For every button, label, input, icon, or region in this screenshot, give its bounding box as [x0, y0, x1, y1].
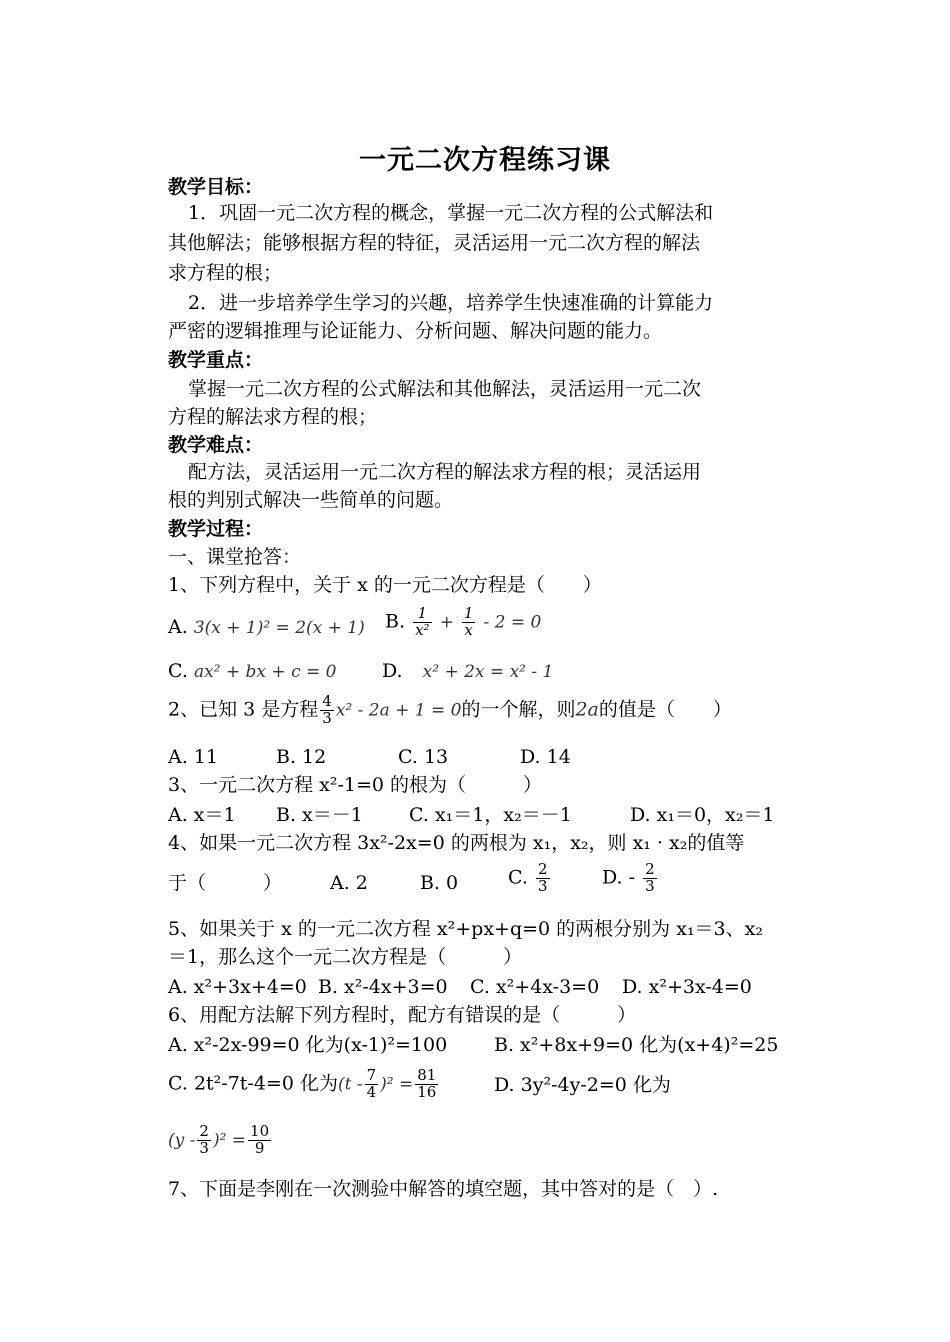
fraction-numerator: 1	[413, 606, 431, 623]
option-text: C. 2t²-7t-4=0 化为	[168, 1072, 338, 1095]
fraction-denominator: 3	[645, 876, 655, 895]
question-text: 的值是（ ）	[598, 698, 732, 721]
fraction-numerator: 2	[537, 860, 548, 878]
fraction	[413, 606, 431, 639]
question-6-option-d: D. 3y²-4y-2=0 化为	[494, 1074, 671, 1096]
question-3-option: D. x₁＝0，x₂＝1	[630, 804, 775, 826]
question-text: 2、已知 3 是方程	[168, 698, 319, 721]
equation: x² - 2a + 1 = 0	[335, 700, 462, 721]
objectives-line: 其他解法；能够根据方程的特征，灵活运用一元二次方程的解法	[168, 232, 701, 254]
question-3-option: A. x＝1	[168, 804, 236, 826]
fraction-denominator: 3	[537, 876, 548, 895]
option-label: D. -	[602, 866, 636, 889]
question-4-option-b: B. 0	[420, 872, 459, 894]
question-6-stem: 6、用配方法解下列方程时，配方有错误的是（ ）	[168, 1004, 637, 1026]
section-heading: 一、课堂抢答：	[168, 546, 302, 568]
question-5-option: D. x²+3x-4=0	[622, 976, 752, 998]
question-2-stem	[168, 694, 732, 727]
fraction-numerator: 81	[417, 1066, 437, 1084]
option-formula: 3(x + 1)² = 2(x + 1)	[193, 618, 365, 638]
question-2-option: B. 12	[276, 746, 327, 768]
question-2-option: C. 13	[398, 746, 449, 768]
option-formula: ax² + bx + c = 0	[193, 662, 337, 682]
plus-sign: +	[439, 612, 454, 633]
page-title: 一元二次方程练习课	[359, 145, 611, 176]
fraction-numerator: 2	[199, 1122, 209, 1140]
fraction-numerator: 2	[645, 860, 655, 878]
fraction-numerator: 10	[250, 1122, 270, 1140]
question-6-option-b: B. x²+8x+9=0 化为(x+4)²=25	[494, 1034, 779, 1056]
question-5-option: A. x²+3x+4=0	[168, 976, 307, 998]
fraction-numerator: 1	[463, 604, 474, 622]
fraction	[415, 1068, 438, 1101]
fraction	[365, 1068, 379, 1101]
fraction-denominator: x	[464, 620, 473, 639]
question-3-option: B. x＝－1	[276, 804, 363, 826]
fraction	[536, 862, 550, 895]
difficulty-line: 根的判别式解决一些简单的问题。	[168, 489, 454, 511]
question-4-stem: 4、如果一元二次方程 3x²-2x=0 的两根为 x₁，x₂，则 x₁ · x₂的值等	[168, 832, 745, 854]
question-text: 的一个解，则	[461, 698, 576, 721]
process-heading: 教学过程：	[168, 518, 264, 540]
question-4-option-c	[508, 862, 552, 895]
difficulty-line: 配方法，灵活运用一元二次方程的解法求方程的根；灵活运用	[188, 461, 702, 483]
option-formula: x² + 2x = x² - 1	[422, 662, 554, 682]
question-3-stem: 3、一元二次方程 x²-1=0 的根为（ ）	[168, 774, 543, 796]
fraction-denominator: 3	[322, 708, 332, 727]
question-4-option-d	[602, 862, 659, 895]
equation: (t -	[337, 1074, 363, 1095]
question-5-option: B. x²-4x+3=0	[318, 976, 448, 998]
question-4-option-a: A. 2	[330, 872, 368, 894]
fraction-denominator: 9	[254, 1138, 265, 1157]
objectives-heading: 教学目标：	[168, 176, 264, 198]
question-1-option-d	[382, 662, 553, 681]
equation: )² =	[212, 1130, 247, 1151]
question-5-stem: 5、如果关于 x 的一元二次方程 x²+px+q=0 的两根分别为 x₁＝3、x₂	[168, 918, 763, 940]
question-1-option-c	[168, 662, 336, 681]
fraction	[248, 1124, 271, 1157]
fraction	[643, 862, 657, 895]
fraction-denominator: x²	[415, 620, 430, 639]
fraction-denominator: 4	[366, 1082, 377, 1101]
question-3-option: C. x₁＝1，x₂＝－1	[409, 804, 572, 826]
fraction-numerator: 4	[322, 692, 332, 710]
fraction	[462, 606, 476, 639]
question-4-continuation: 于（ ）	[168, 872, 283, 894]
option-label: A.	[168, 616, 188, 638]
equation: )² =	[380, 1074, 414, 1095]
equation: (y -	[168, 1130, 196, 1151]
question-6-option-c	[168, 1068, 440, 1101]
fraction-denominator: 16	[417, 1082, 437, 1101]
key-points-heading: 教学重点：	[168, 349, 264, 371]
objectives-line: 求方程的根；	[168, 262, 283, 284]
question-5-option: C. x²+4x-3=0	[470, 976, 600, 998]
question-6-option-d-formula	[168, 1124, 273, 1157]
difficulty-heading: 教学难点：	[168, 434, 264, 456]
question-6-option-a: A. x²-2x-99=0 化为(x-1)²=100	[168, 1034, 448, 1056]
fraction	[197, 1124, 211, 1157]
objectives-line: 2．进一步培养学生学习的兴趣，培养学生快速准确的计算能力	[188, 292, 714, 314]
question-1-option-b	[385, 606, 541, 639]
objectives-line: 1．巩固一元二次方程的概念，掌握一元二次方程的公式解法和	[188, 202, 714, 224]
question-1-option-a	[168, 618, 365, 637]
option-label: C.	[168, 660, 188, 682]
fraction	[320, 694, 334, 727]
option-formula: - 2 = 0	[483, 612, 542, 633]
option-label: B.	[385, 610, 406, 633]
fraction-denominator: 3	[199, 1138, 209, 1157]
fraction-numerator: 7	[366, 1066, 377, 1084]
question-5-stem: ＝1，那么这个一元二次方程是（ ）	[168, 946, 523, 968]
key-points-line: 方程的解法求方程的根；	[168, 406, 378, 428]
variable: 2a	[575, 698, 599, 721]
option-label: D.	[382, 660, 403, 682]
question-2-option: A. 11	[168, 746, 218, 768]
question-7-stem: 7、下面是李刚在一次测验中解答的填空题，其中答对的是（ ）.	[168, 1178, 719, 1200]
option-label: C.	[508, 866, 528, 889]
question-1-stem: 1、下列方程中，关于 x 的一元二次方程是（ ）	[168, 574, 602, 596]
question-2-option: D. 14	[520, 746, 571, 768]
key-points-line: 掌握一元二次方程的公式解法和其他解法，灵活运用一元二次	[188, 378, 702, 400]
objectives-line: 严密的逻辑推理与论证能力、分析问题、解决问题的能力。	[168, 320, 663, 342]
